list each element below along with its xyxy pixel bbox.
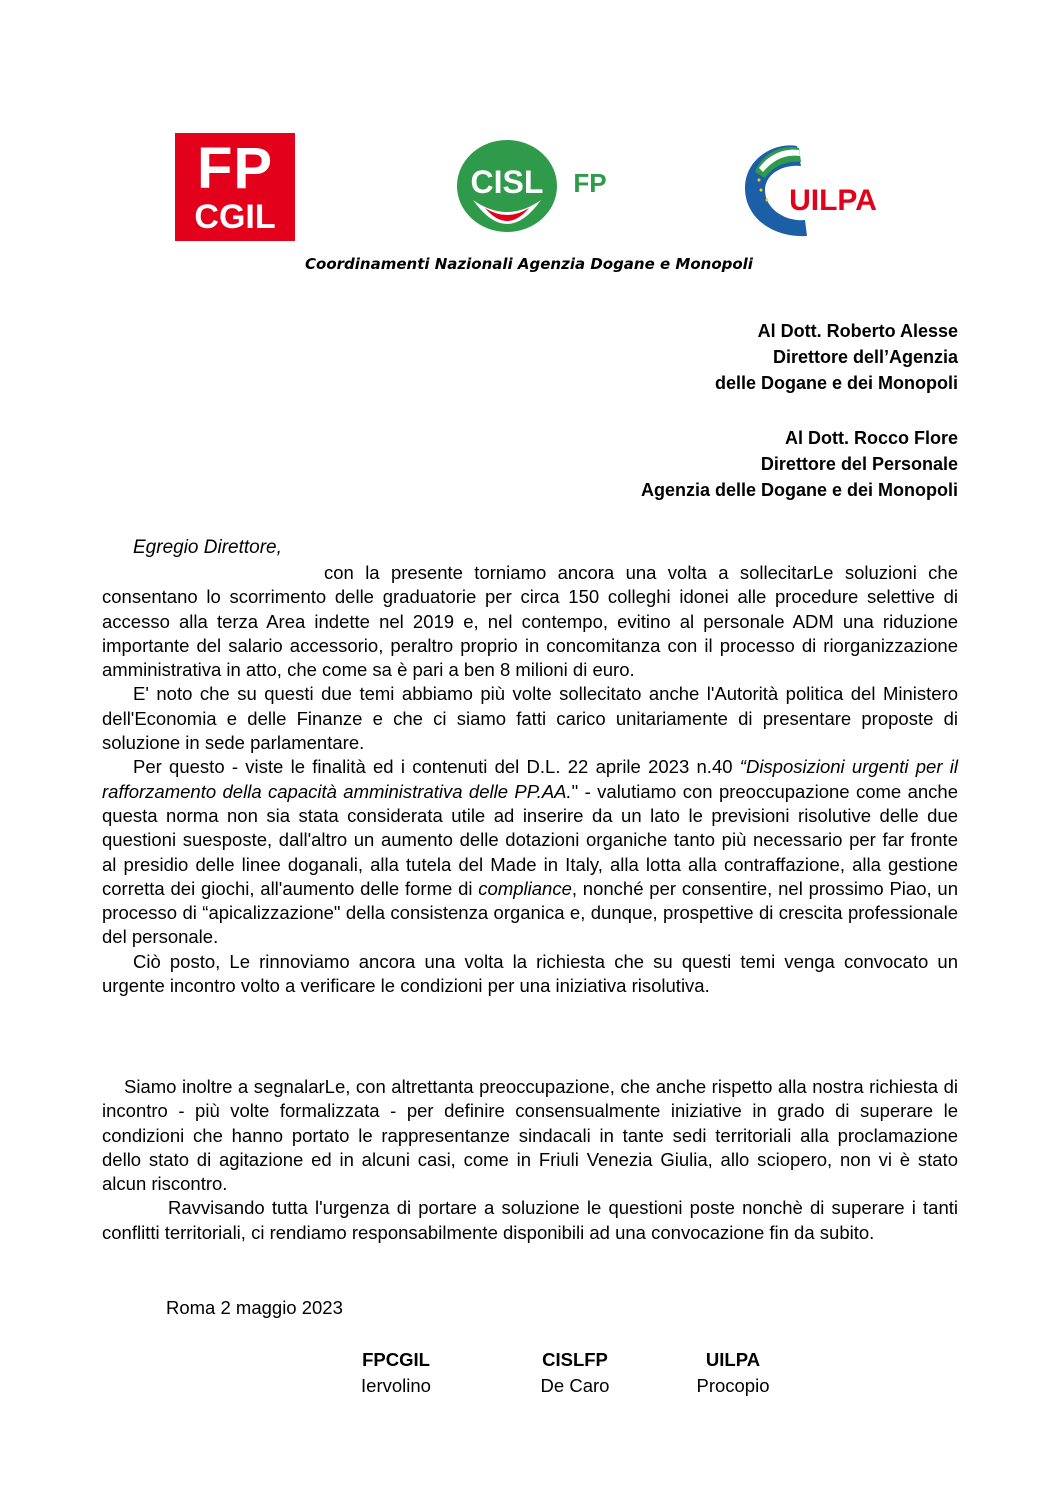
paragraph-3-decree-title: “Disposizioni urgenti per il rafforzamento della capacità amministrativa delle PP.AA.: [102, 756, 958, 802]
addressee-1-org: delle Dogane e dei Monopoli: [714, 373, 958, 393]
signature-name: Procopio: [696, 1375, 770, 1396]
paragraph-3-c: " - valutiamo con preoccupazione come anche questa norma non sia stata considerata utile ad inserire da un lato le previsioni risolutive delle due questioni suesposte, dall'altro un aumento delle dotazioni organiche tanto più necessario per far fronte al presidio delle linee doganali, alla tutela del Made in Italy, alla lotta alla contraffazione, alla gestione corretta dei giochi, all'aumento delle forme di: [102, 780, 958, 899]
cisl-fp-logo: [455, 138, 625, 242]
fp-cgil-logo-line1: FP: [196, 136, 274, 201]
paragraph-6: Ravvisando tutta l'urgenza di portare a soluzione le questioni poste nonchè di superare i tanti conflitti territoriali, ci rendiamo responsabilmente disponibili ad una convocazione fin da subito.: [102, 1197, 958, 1243]
addressee-2-name: Al Dott. Rocco Flore: [784, 428, 958, 448]
signature-org: FPCGIL: [362, 1349, 430, 1370]
cisl-fp-logo-line2: FP: [573, 168, 607, 198]
paragraph-4: Ciò posto, Le rinnoviamo ancora una volta la richiesta che su questi temi venga convocato un urgente incontro volto a verificare le condizioni per una iniziativa risolutiva.: [102, 950, 958, 997]
fp-cgil-logo: [175, 133, 295, 241]
signature-org: UILPA: [705, 1349, 761, 1370]
coordination-title: Coordinamenti Nazionali Agenzia Dogane e Monopoli: [305, 255, 753, 273]
signature-name: Iervolino: [361, 1375, 431, 1396]
letter-date: Roma 2 maggio 2023: [166, 1297, 343, 1318]
letter-body-part-1: [102, 561, 958, 998]
signature-fpcgil: [336, 1347, 456, 1399]
fp-cgil-logo-line2: CGIL: [194, 198, 276, 236]
addressee-block-2: [641, 425, 958, 503]
paragraph-2: E' noto che su questi due temi abbiamo più volte sollecitato anche l'Autorità politica del Ministero dell'Economia e delle Finanze e che ci siamo fatti carico unitariamente di presentare proposte di soluzione in sede parlamentare.: [102, 683, 958, 754]
addressee-2-role: Direttore del Personale: [760, 454, 958, 474]
paragraph-3-a: Per questo - viste le finalità ed i contenuti del D.L. 22 aprile 2023 n.40: [133, 756, 740, 778]
signature-cislfp: [515, 1347, 635, 1399]
signature-uilpa: [673, 1347, 793, 1399]
cisl-fp-logo-line1: CISL: [470, 164, 544, 200]
paragraph-5: Siamo inoltre a segnalarLe, con altrettanta preoccupazione, che anche rispetto alla nostra richiesta di incontro - più volte formalizzata - per definire consensualmente iniziative in grado di superare le condizioni che hanno portato le rappresentanze sindacali in tante sedi territoriali alla proclamazione dello stato di agitazione ed in alcuni casi, come in Friuli Venezia Giulia, allo sciopero, non vi è stato alcun riscontro.: [102, 1076, 958, 1195]
salutation: Egregio Direttore,: [133, 537, 282, 558]
addressee-block-1: [715, 318, 958, 396]
paragraph-3-e: , nonché per consentire, nel prossimo Piao, un processo di “apicalizzazione" della consistenza organica e, dunque, prospettive di crescita professionale del personale.: [102, 877, 958, 948]
addressee-1-name: Al Dott. Roberto Alesse: [757, 321, 958, 341]
signature-org: CISLFP: [542, 1349, 608, 1370]
letter-body-part-2: [102, 1075, 958, 1245]
uilpa-logo: [735, 138, 883, 238]
paragraph-3: [102, 755, 958, 949]
uilpa-logo-text: UILPA: [789, 184, 877, 217]
paragraph-1: con la presente torniamo ancora una volta a sollecitarLe soluzioni che consentano lo scorrimento delle graduatorie per circa 150 colleghi idonei alle procedure selettive di accesso alla terza Area indette nel 2019 e, nel contempo, evitino al personale ADM una riduzione importante del salario accessorio, peraltro proprio in concomitanza con il processo di riorganizzazione amministrativa in atto, che come sa è pari a ben 8 milioni di euro.: [102, 562, 958, 681]
paragraph-3-compliance: compliance: [478, 877, 572, 899]
addressee-2-org: Agenzia delle Dogane e dei Monopoli: [640, 480, 958, 500]
addressee-1-role: Direttore dell’Agenzia: [772, 347, 958, 367]
signature-name: De Caro: [540, 1375, 610, 1396]
